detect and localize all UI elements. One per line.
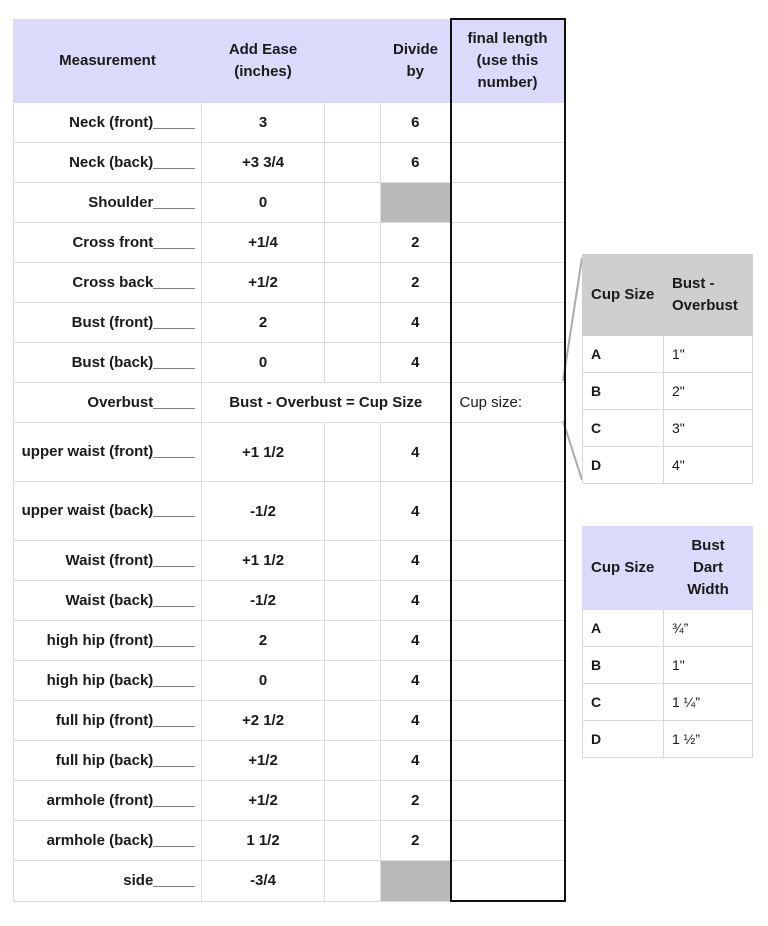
- measurement-label: upper waist (front)_____: [14, 423, 202, 482]
- table-row: [14, 383, 565, 423]
- table-row: [14, 621, 565, 661]
- add-ease-value: +1/4: [202, 223, 325, 263]
- add-ease-value: 1 1/2: [202, 821, 325, 861]
- final-length-entry-cell[interactable]: [451, 103, 565, 143]
- add-ease-value: +1 1/2: [202, 541, 325, 581]
- add-ease-value: 2: [202, 303, 325, 343]
- header-row: [14, 19, 565, 103]
- cup-value: 2": [664, 373, 753, 410]
- divide-by-value: 4: [381, 343, 451, 383]
- add-ease-header: Add Ease (inches): [202, 19, 325, 103]
- divide-by-value: 2: [381, 263, 451, 303]
- cup-size-header-row: [583, 255, 753, 336]
- table-row: [14, 581, 565, 621]
- add-ease-value: 3: [202, 103, 325, 143]
- table-row: [14, 541, 565, 581]
- add-ease-value: +1 1/2: [202, 423, 325, 482]
- cup-letter: A: [583, 610, 664, 647]
- dart-width-header-row: [583, 527, 753, 610]
- blank-entry-cell[interactable]: [325, 303, 381, 343]
- add-ease-value: +3 3/4: [202, 143, 325, 183]
- divide-by-shaded-cell: [381, 183, 451, 223]
- add-ease-value: 0: [202, 661, 325, 701]
- measurement-label: Cross back_____: [14, 263, 202, 303]
- cup-letter: A: [583, 336, 664, 373]
- table-row: [583, 721, 753, 758]
- table-row: [14, 303, 565, 343]
- final-length-entry-cell[interactable]: [451, 861, 565, 902]
- measurement-label: full hip (back)_____: [14, 741, 202, 781]
- cup-value: 1 ½”: [664, 721, 753, 758]
- measurement-label: upper waist (back)_____: [14, 482, 202, 541]
- table-row: [14, 482, 565, 541]
- measurement-label: Waist (back)_____: [14, 581, 202, 621]
- final-length-entry-cell[interactable]: [451, 343, 565, 383]
- measurement-table: [13, 18, 566, 902]
- divide-by-value: 4: [381, 541, 451, 581]
- final-length-entry-cell[interactable]: [451, 821, 565, 861]
- divide-by-header: Divide by: [381, 19, 451, 103]
- measurement-label: Waist (front)_____: [14, 541, 202, 581]
- blank-entry-cell[interactable]: [325, 661, 381, 701]
- final-length-entry-cell[interactable]: [451, 741, 565, 781]
- measurement-header: Measurement: [14, 19, 202, 103]
- cup-letter: B: [583, 373, 664, 410]
- table-row: [583, 373, 753, 410]
- divide-by-value: 2: [381, 223, 451, 263]
- cup-letter: D: [583, 447, 664, 484]
- cup-size-table: [582, 254, 753, 484]
- table-row: [14, 223, 565, 263]
- final-length-entry-cell[interactable]: [451, 223, 565, 263]
- final-length-entry-cell[interactable]: [451, 581, 565, 621]
- cup-value: 1 ¼”: [664, 684, 753, 721]
- blank-entry-cell[interactable]: [325, 541, 381, 581]
- table-row: [583, 447, 753, 484]
- add-ease-value: -3/4: [202, 861, 325, 902]
- blank-entry-cell[interactable]: [325, 423, 381, 482]
- final-length-entry-cell[interactable]: [451, 661, 565, 701]
- measurement-label: high hip (back)_____: [14, 661, 202, 701]
- blank-entry-cell[interactable]: [325, 821, 381, 861]
- blank-entry-cell[interactable]: [325, 103, 381, 143]
- final-length-entry-cell[interactable]: [451, 303, 565, 343]
- measurement-label: Neck (front)_____: [14, 103, 202, 143]
- measurement-label: full hip (front)_____: [14, 701, 202, 741]
- table-row: [14, 661, 565, 701]
- add-ease-value: +1/2: [202, 741, 325, 781]
- measurement-label: armhole (front)_____: [14, 781, 202, 821]
- final-length-entry-cell[interactable]: [451, 263, 565, 303]
- blank-entry-cell[interactable]: [325, 781, 381, 821]
- divide-by-value: 4: [381, 581, 451, 621]
- table-row: [14, 821, 565, 861]
- divide-by-value: 2: [381, 821, 451, 861]
- table-row: [583, 610, 753, 647]
- bust-dart-width-header: Bust Dart Width: [664, 527, 753, 610]
- bust-overbust-header: Bust - Overbust: [664, 255, 753, 336]
- cup-letter: C: [583, 684, 664, 721]
- divide-by-value: 4: [381, 423, 451, 482]
- divide-by-value: 4: [381, 621, 451, 661]
- blank-entry-cell[interactable]: [325, 861, 381, 902]
- measurement-label: side_____: [14, 861, 202, 902]
- table-row: [14, 861, 565, 902]
- cup-letter: B: [583, 647, 664, 684]
- divide-by-value: 6: [381, 103, 451, 143]
- final-length-entry-cell[interactable]: [451, 183, 565, 223]
- measurement-label: Bust (back)_____: [14, 343, 202, 383]
- table-row: [583, 647, 753, 684]
- divide-by-value: 4: [381, 661, 451, 701]
- dart-cup-size-header: Cup Size: [583, 527, 664, 610]
- measurement-label: high hip (front)_____: [14, 621, 202, 661]
- cup-value: ¾”: [664, 610, 753, 647]
- divide-by-value: 4: [381, 741, 451, 781]
- final-length-entry-cell[interactable]: [451, 423, 565, 482]
- cup-value: 1": [664, 336, 753, 373]
- add-ease-value: -1/2: [202, 482, 325, 541]
- blank-entry-cell[interactable]: [325, 482, 381, 541]
- table-row: [14, 143, 565, 183]
- connector-line-top: [563, 258, 582, 381]
- blank-entry-cell[interactable]: [325, 621, 381, 661]
- table-row: [14, 343, 565, 383]
- add-ease-value: -1/2: [202, 581, 325, 621]
- measurement-label: Bust (front)_____: [14, 303, 202, 343]
- cup-value: 3": [664, 410, 753, 447]
- blank-entry-cell[interactable]: [325, 183, 381, 223]
- add-ease-value: 0: [202, 343, 325, 383]
- blank-entry-cell[interactable]: [325, 701, 381, 741]
- table-row: [583, 410, 753, 447]
- table-row: [14, 183, 565, 223]
- add-ease-value: +2 1/2: [202, 701, 325, 741]
- final-length-entry-cell[interactable]: [451, 621, 565, 661]
- divide-by-value: 4: [381, 303, 451, 343]
- cup-letter: C: [583, 410, 664, 447]
- blank-entry-cell[interactable]: [325, 581, 381, 621]
- cup-size-formula: Bust - Overbust = Cup Size: [202, 383, 451, 423]
- add-ease-value: 0: [202, 183, 325, 223]
- blank-entry-cell[interactable]: [325, 143, 381, 183]
- table-row: [14, 103, 565, 143]
- connector-line-bottom: [563, 421, 582, 480]
- final-length-entry-cell[interactable]: [451, 143, 565, 183]
- final-length-entry-cell[interactable]: [451, 541, 565, 581]
- table-row: [14, 781, 565, 821]
- cup-value: 4": [664, 447, 753, 484]
- measurement-label: Neck (back)_____: [14, 143, 202, 183]
- table-row: [14, 701, 565, 741]
- blank-entry-cell[interactable]: [325, 263, 381, 303]
- measurement-label: Cross front_____: [14, 223, 202, 263]
- divide-by-value: 2: [381, 781, 451, 821]
- measurement-label: Overbust_____: [14, 383, 202, 423]
- add-ease-value: +1/2: [202, 263, 325, 303]
- blank-header: [325, 19, 381, 103]
- cup-letter: D: [583, 721, 664, 758]
- final-length-entry-cell[interactable]: [451, 482, 565, 541]
- table-row: [583, 684, 753, 721]
- table-row: [14, 741, 565, 781]
- blank-entry-cell[interactable]: [325, 343, 381, 383]
- blank-entry-cell[interactable]: [325, 223, 381, 263]
- table-row: [14, 423, 565, 482]
- table-row: [583, 336, 753, 373]
- measurement-label: Shoulder_____: [14, 183, 202, 223]
- divide-by-value: 6: [381, 143, 451, 183]
- measurement-label: armhole (back)_____: [14, 821, 202, 861]
- blank-entry-cell[interactable]: [325, 741, 381, 781]
- dart-width-table: [582, 526, 753, 758]
- cup-value: 1": [664, 647, 753, 684]
- final-length-header: final length (use this number): [451, 19, 565, 103]
- add-ease-value: +1/2: [202, 781, 325, 821]
- cup-size-header: Cup Size: [583, 255, 664, 336]
- table-row: [14, 263, 565, 303]
- final-length-entry-cell[interactable]: [451, 701, 565, 741]
- cup-size-entry-cell[interactable]: Cup size:: [451, 383, 565, 423]
- divide-by-value: 4: [381, 482, 451, 541]
- final-length-entry-cell[interactable]: [451, 781, 565, 821]
- divide-by-value: 4: [381, 701, 451, 741]
- divide-by-shaded-cell: [381, 861, 451, 902]
- add-ease-value: 2: [202, 621, 325, 661]
